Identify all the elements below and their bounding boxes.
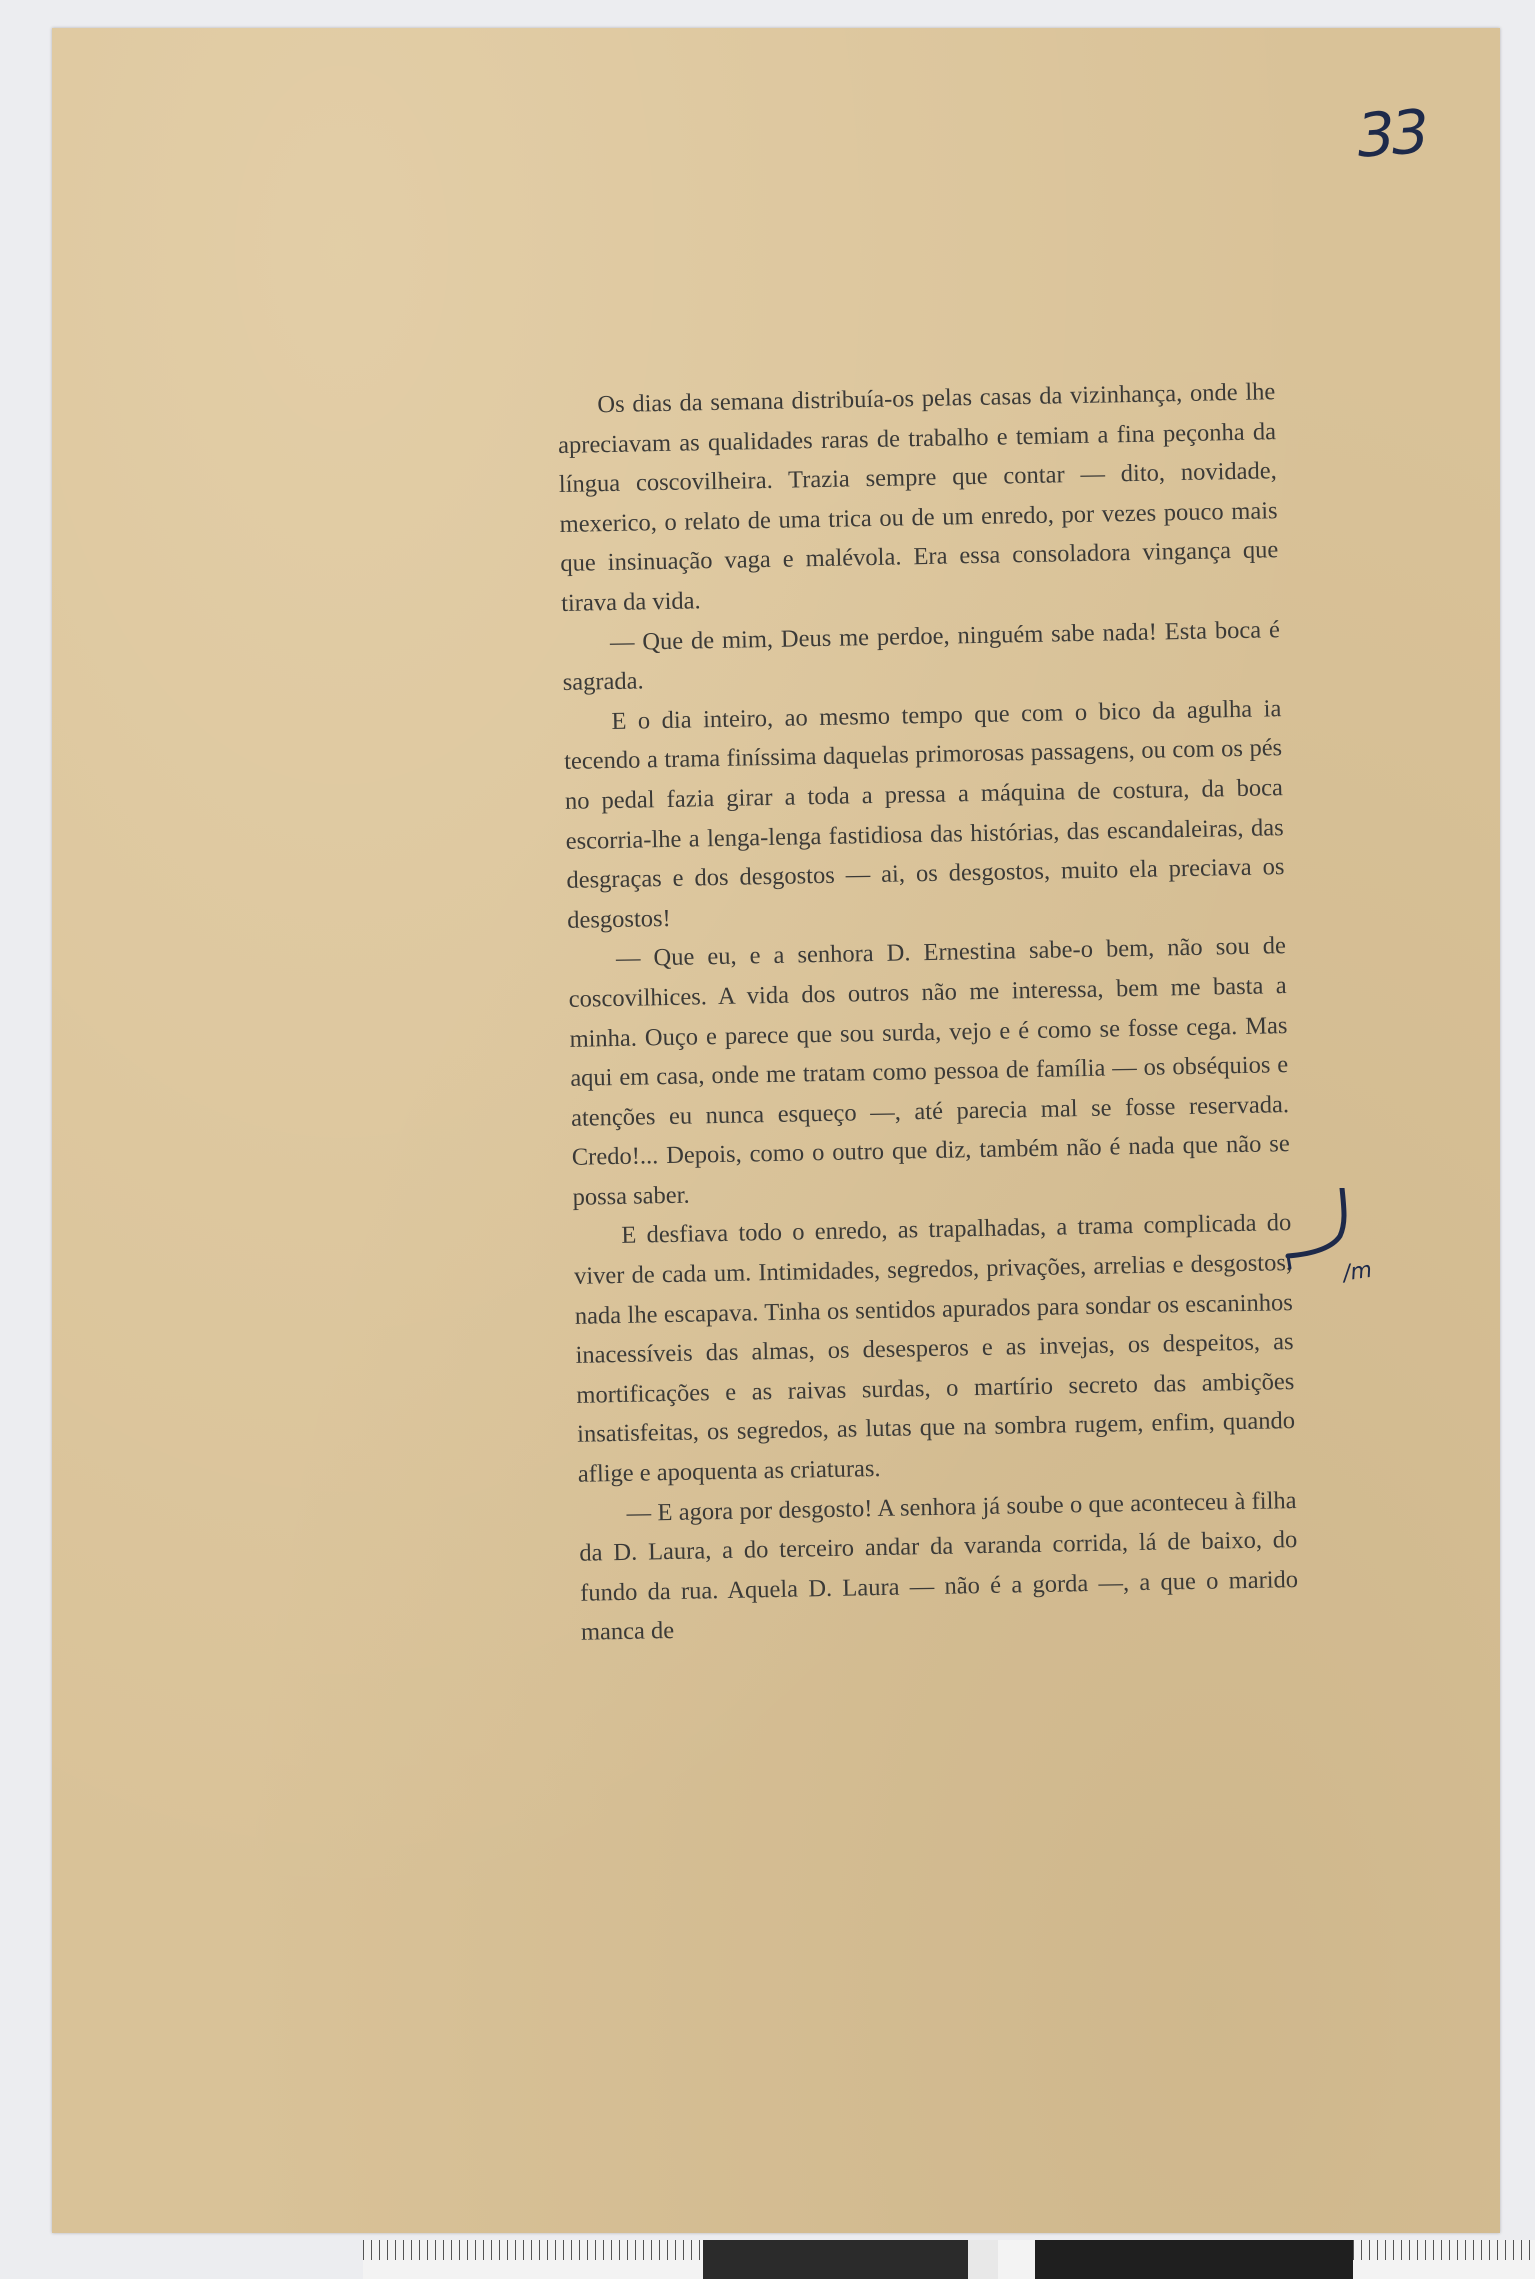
ruler-ticks-left (363, 2240, 703, 2260)
handwritten-page-number: 33 (1354, 97, 1428, 172)
scale-ruler (363, 2240, 1535, 2279)
paragraph-2: — Que de mim, Deus me perdoe, ninguém sabe nada! Esta boca é sagrada. (562, 615, 1281, 697)
paragraph-5: E desfiava todo o enredo, as trapalhadas, a trama complicada do viver de cada um. Intimidades, segredos, privações, arrelias e desgostos, nada lhe escapava. Tinha os sentidos apurados para sondar os escaninhos inacessíveis das almas, os desesperos e as invejas, os despeitos, as mortificações e as raivas surdas, o martírio secreto das ambições insatisfeitas, os segredos, as lutas que na sombra rugem, enfim, quando aflige e apoquenta as criaturas. (573, 1209, 1296, 1488)
color-bar-white (968, 2240, 998, 2279)
color-bar-black-2 (1035, 2240, 1353, 2279)
document-page (52, 28, 1500, 2233)
paragraph-4: — Que eu, e a senhora D. Ernestina sabe-o bem, não sou de coscovilhices. A vida dos outros não me interessa, bem me basta a minha. Ouço e parece que sou surda, vejo e é como se fosse cega. Mas aqui em casa, onde me tratam como pessoa de família — os obséquios e atenções eu nunca esqueço —, até parecia mal se fosse reservada. Credo!... Depois, como o outro que diz, também não é nada que não se possa saber. (568, 932, 1290, 1211)
paragraph-6: — E agora por desgosto! A senhora já soube o que aconteceu à filha da D. Laura, a do terceiro andar da varanda corrida, lá de baixo, do fundo da rua. Aquela D. Laura — não é a gorda —, a que o marido manca de (579, 1486, 1299, 1647)
color-bar-black-1 (703, 2240, 968, 2279)
body-text (557, 372, 1299, 1653)
margin-correction-note: /m (1341, 1257, 1374, 1287)
paragraph-3: E o dia inteiro, ao mesmo tempo que com o bico da agulha ia tecendo a trama finíssima daquelas primorosas passagens, ou com os pés no pedal fazia girar a toda a pressa a máquina de costura, da boca escorria-lhe a lenga-lenga fastidiosa das histórias, das escandaleiras, das desgraças e dos desgostos — ai, os desgostos, muito ela preciava os desgostos! (563, 694, 1285, 934)
ruler-ticks-right (1353, 2240, 1535, 2260)
paragraph-1: Os dias da semana distribuía-os pelas casas da vizinhança, onde lhe apreciavam as qualidades raras de trabalho e temiam a fina peçonha da língua coscovilheira. Trazia sempre que contar — dito, novidade, mexerico, o relato de uma trica ou de um enredo, por vezes pouco mais que insinuação vaga e malévola. Era essa consoladora vingança que tirava da vida. (557, 378, 1279, 617)
